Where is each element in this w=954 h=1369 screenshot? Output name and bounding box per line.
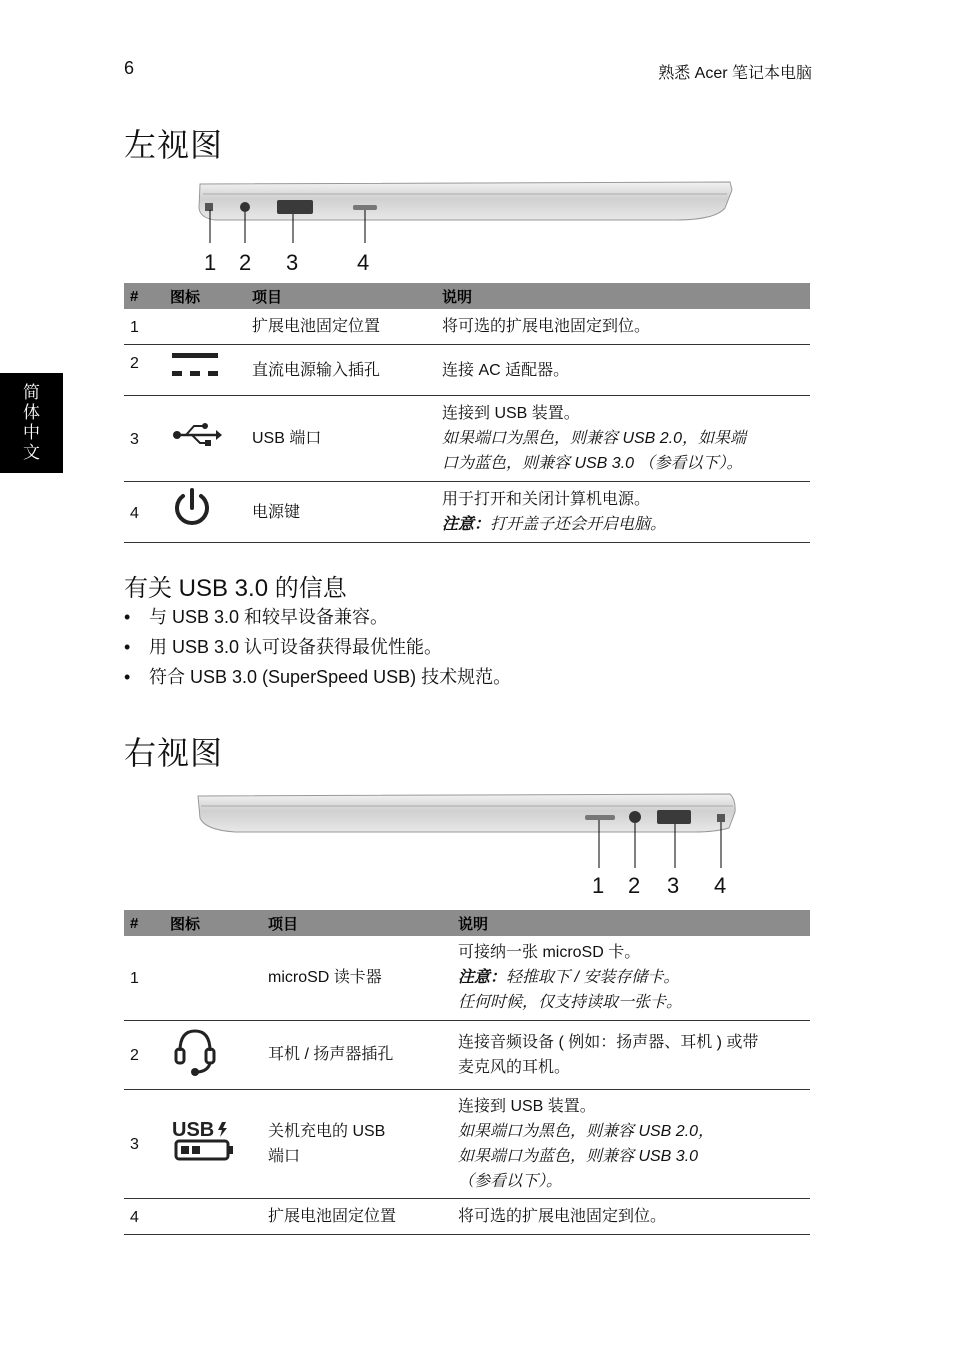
col-header: 说明 (436, 283, 810, 309)
item-description: 将可选的扩展电池固定到位。 (436, 309, 810, 345)
left-view-title: 左视图 (124, 127, 224, 163)
callout-number: 2 (239, 250, 252, 275)
note-label: 注意： (458, 969, 507, 987)
table-header-row (124, 910, 810, 936)
item-description: 连接到 USB 装置。 如果端口为黑色，则兼容 USB 2.0，如果端 口为蓝色，则兼容 USB 3.0 （参看以下）。 (436, 396, 810, 482)
usb-info-list (124, 602, 511, 692)
item-name: 直流电源输入插孔 (246, 345, 436, 396)
running-title: 熟悉 Acer 笔记本电脑 (658, 65, 812, 82)
row-number: 3 (124, 396, 164, 482)
icon-cell (164, 1020, 262, 1089)
col-header: # (124, 283, 164, 309)
callout-number: 1 (204, 250, 217, 275)
usb-info-title: 有关 USB 3.0 的信息 (124, 575, 347, 602)
table-row (124, 309, 810, 345)
item-description: 用于打开和关闭计算机电源。 注意：打开盖子还会开启电脑。 (436, 482, 810, 543)
icon-cell (164, 936, 262, 1020)
row-number: 2 (124, 1020, 164, 1089)
col-header: 说明 (452, 910, 810, 936)
col-header: 项目 (246, 283, 436, 309)
table-row (124, 1020, 810, 1089)
callout-number: 3 (667, 873, 680, 898)
callout-number: 1 (592, 873, 605, 898)
language-tab-char: 文 (23, 443, 40, 462)
icon-cell (164, 345, 246, 396)
col-header: 项目 (262, 910, 452, 936)
item-name: USB 端口 (246, 396, 436, 482)
language-tab (0, 373, 63, 473)
left-view-table (124, 283, 810, 543)
right-view-title: 右视图 (124, 735, 224, 771)
table-row (124, 345, 810, 396)
item-description: 连接音频设备 ( 例如：扬声器、耳机 ) 或带 麦克风的耳机。 (452, 1020, 810, 1089)
language-tab-char: 简 (23, 383, 40, 402)
table-row (124, 1198, 810, 1234)
col-header: 图标 (164, 283, 246, 309)
usb-charge-icon (170, 1117, 236, 1163)
icon-cell (164, 309, 246, 345)
page-number: 6 (124, 58, 135, 78)
callout-number: 4 (357, 250, 370, 275)
icon-cell (164, 482, 246, 543)
item-description: 连接到 USB 装置。 如果端口为黑色，则兼容 USB 2.0， 如果端口为蓝色，则兼容 USB 3.0 （参看以下）。 (452, 1089, 810, 1198)
row-number: 3 (124, 1089, 164, 1198)
table-row (124, 936, 810, 1020)
icon-cell (164, 396, 246, 482)
row-number: 1 (124, 936, 164, 1020)
item-name: microSD 读卡器 (262, 936, 452, 1020)
right-view-table (124, 910, 810, 1235)
col-header: # (124, 910, 164, 936)
note-label: 注意： (442, 516, 491, 533)
item-name: 扩展电池固定位置 (246, 309, 436, 345)
row-number: 4 (124, 482, 164, 543)
table-row (124, 396, 810, 482)
language-tab-char: 体 (23, 403, 40, 422)
item-name: 耳机 / 扬声器插孔 (262, 1020, 452, 1089)
list-item: • 符合 USB 3.0 (SuperSpeed USB) 技术规范。 (124, 662, 511, 692)
power-icon (170, 486, 214, 530)
item-name: 电源键 (246, 482, 436, 543)
icon-cell (164, 1198, 262, 1234)
row-number: 4 (124, 1198, 164, 1234)
icon-cell (164, 1089, 262, 1198)
callout-number: 2 (628, 873, 641, 898)
dc-in-icon (170, 349, 220, 383)
item-description: 连接 AC 适配器。 (436, 345, 810, 396)
headset-icon (170, 1025, 220, 1077)
item-name: 关机充电的 USB 端口 (262, 1089, 452, 1198)
usb-icon (170, 420, 222, 450)
laptop-left-side-image (195, 178, 740, 248)
table-row (124, 482, 810, 543)
language-tab-char: 中 (23, 423, 40, 442)
item-description: 将可选的扩展电池固定到位。 (452, 1198, 810, 1234)
svg-text:USB: USB (172, 1118, 215, 1141)
table-header-row (124, 283, 810, 309)
row-number: 1 (124, 309, 164, 345)
col-header: 图标 (164, 910, 262, 936)
laptop-right-side-image (195, 790, 740, 870)
callout-number: 4 (714, 873, 727, 898)
callout-number: 3 (286, 250, 299, 275)
item-description: 可接纳一张 microSD 卡。 注意：轻推取下 / 安装存储卡。 任何时候，仅支持读取一张卡。 (452, 936, 810, 1020)
row-number: 2 (124, 345, 164, 396)
list-item: • 用 USB 3.0 认可设备获得最优性能。 (124, 632, 511, 662)
item-name: 扩展电池固定位置 (262, 1198, 452, 1234)
list-item: • 与 USB 3.0 和较早设备兼容。 (124, 602, 511, 632)
table-row (124, 1089, 810, 1198)
